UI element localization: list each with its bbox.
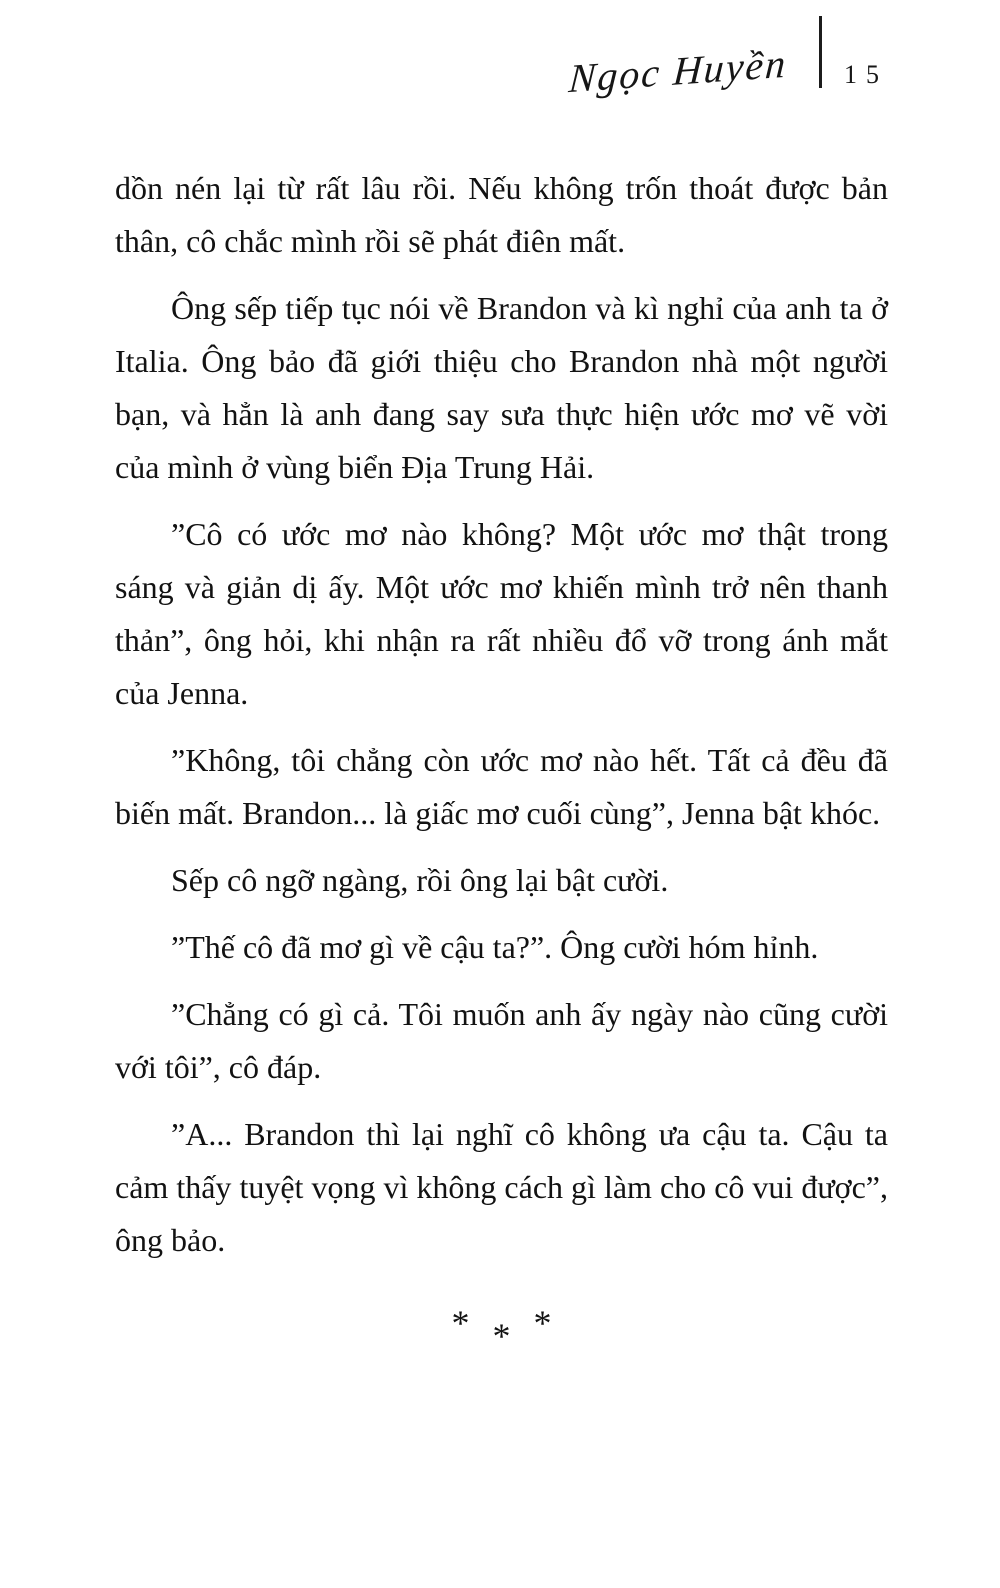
section-break: [115, 1303, 888, 1356]
asterisk: *: [533, 1303, 552, 1343]
paragraph: ”Thế cô đã mơ gì về cậu ta?”. Ông cười hóm hỉnh.: [171, 929, 819, 965]
paragraph: ”Cô có ước mơ nào không? Một ước mơ thật trong sáng và giản dị ấy. Một ước mơ khiến mình trở nên thanh thản”, ông hỏi, khi nhận ra rất nhiều đổ vỡ trong ánh mắt của Jenna.: [115, 516, 888, 711]
paragraph: Ông sếp tiếp tục nói về Brandon và kì nghỉ của anh ta ở Italia. Ông bảo đã giới thiệu cho Brandon nhà một người bạn, và hẳn là anh đang say sưa thực hiện ước mơ vẽ vời của mình ở vùng biển Địa Trung Hải.: [115, 290, 888, 485]
paragraph: ”A... Brandon thì lại nghĩ cô không ưa cậu ta. Cậu ta cảm thấy tuyệt vọng vì không cách gì làm cho cô vui được”, ông bảo.: [115, 1116, 888, 1258]
header-divider: [819, 16, 822, 88]
running-header: [115, 14, 888, 102]
asterisk: *: [492, 1316, 511, 1356]
page-number: 15: [844, 60, 888, 89]
body-text: [115, 162, 888, 1267]
asterisk: *: [451, 1303, 470, 1343]
paragraph: dồn nén lại từ rất lâu rồi. Nếu không trốn thoát được bản thân, cô chắc mình rồi sẽ phát điên mất.: [115, 170, 888, 259]
paragraph: Sếp cô ngỡ ngàng, rồi ông lại bật cười.: [171, 862, 669, 898]
paragraph: ”Chẳng có gì cả. Tôi muốn anh ấy ngày nào cũng cười với tôi”, cô đáp.: [115, 996, 888, 1085]
author-name: Ngọc Huyền: [567, 40, 790, 102]
paragraph: ”Không, tôi chẳng còn ước mơ nào hết. Tất cả đều đã biến mất. Brandon... là giấc mơ cuối cùng”, Jenna bật khóc.: [115, 742, 888, 831]
